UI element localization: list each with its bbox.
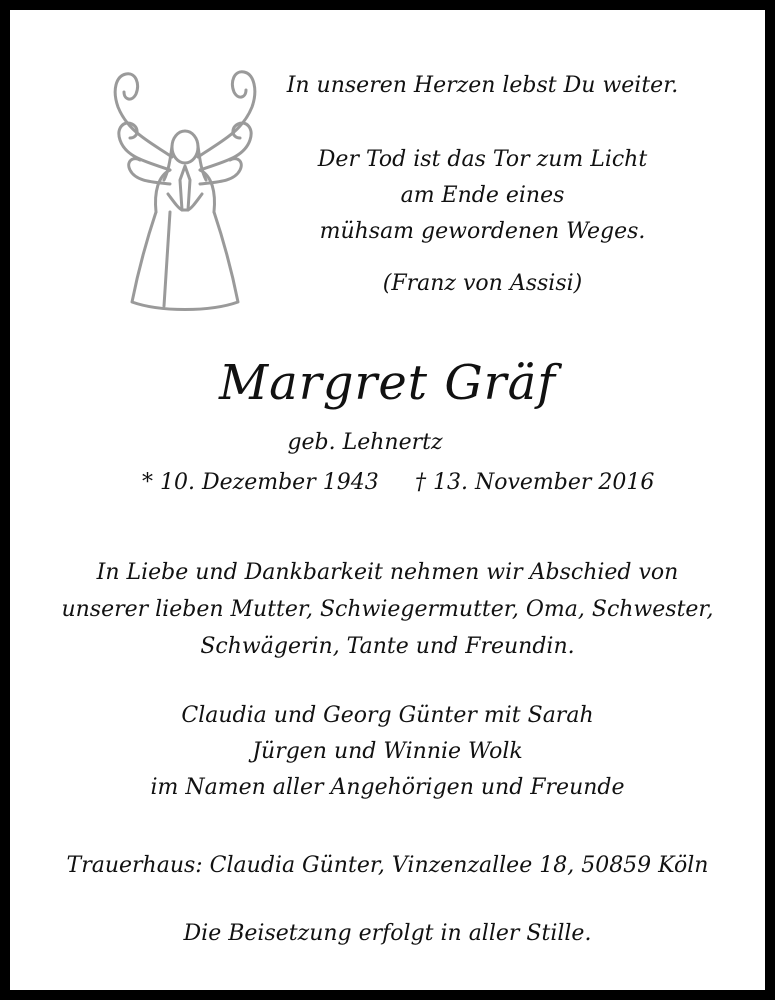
quote-line: am Ende eines xyxy=(400,183,565,208)
mourner-line: im Namen aller Angehörigen und Freunde xyxy=(150,775,625,800)
quote-line: mühsam gewordenen Weges. xyxy=(319,219,646,244)
message-line: Schwägerin, Tante und Freundin. xyxy=(200,634,575,659)
mourner-line: Claudia und Georg Günter mit Sarah xyxy=(181,703,594,728)
angel-icon xyxy=(110,62,260,312)
maiden-name: geb. Lehnertz xyxy=(287,430,443,455)
mourner-line: Jürgen und Winnie Wolk xyxy=(252,739,523,764)
mourning-address: Trauerhaus: Claudia Günter, Vinzenzallee 18, 50859 Köln xyxy=(66,853,709,878)
motto-line: In unseren Herzen lebst Du weiter. xyxy=(286,73,679,98)
quote-author: (Franz von Assisi) xyxy=(382,271,583,296)
deceased-name: Margret Gräf xyxy=(218,355,556,411)
funeral-note: Die Beisetzung erfolgt in aller Stille. xyxy=(183,921,592,946)
death-date: † 13. November 2016 xyxy=(415,470,655,495)
birth-date: * 10. Dezember 1943 xyxy=(142,470,379,495)
message-line: unserer lieben Mutter, Schwiegermutter, Oma, Schwester, xyxy=(61,597,714,622)
life-dates xyxy=(10,470,765,506)
quote-line: Der Tod ist das Tor zum Licht xyxy=(317,147,648,172)
message-line: In Liebe und Dankbarkeit nehmen wir Abschied von xyxy=(96,560,679,585)
